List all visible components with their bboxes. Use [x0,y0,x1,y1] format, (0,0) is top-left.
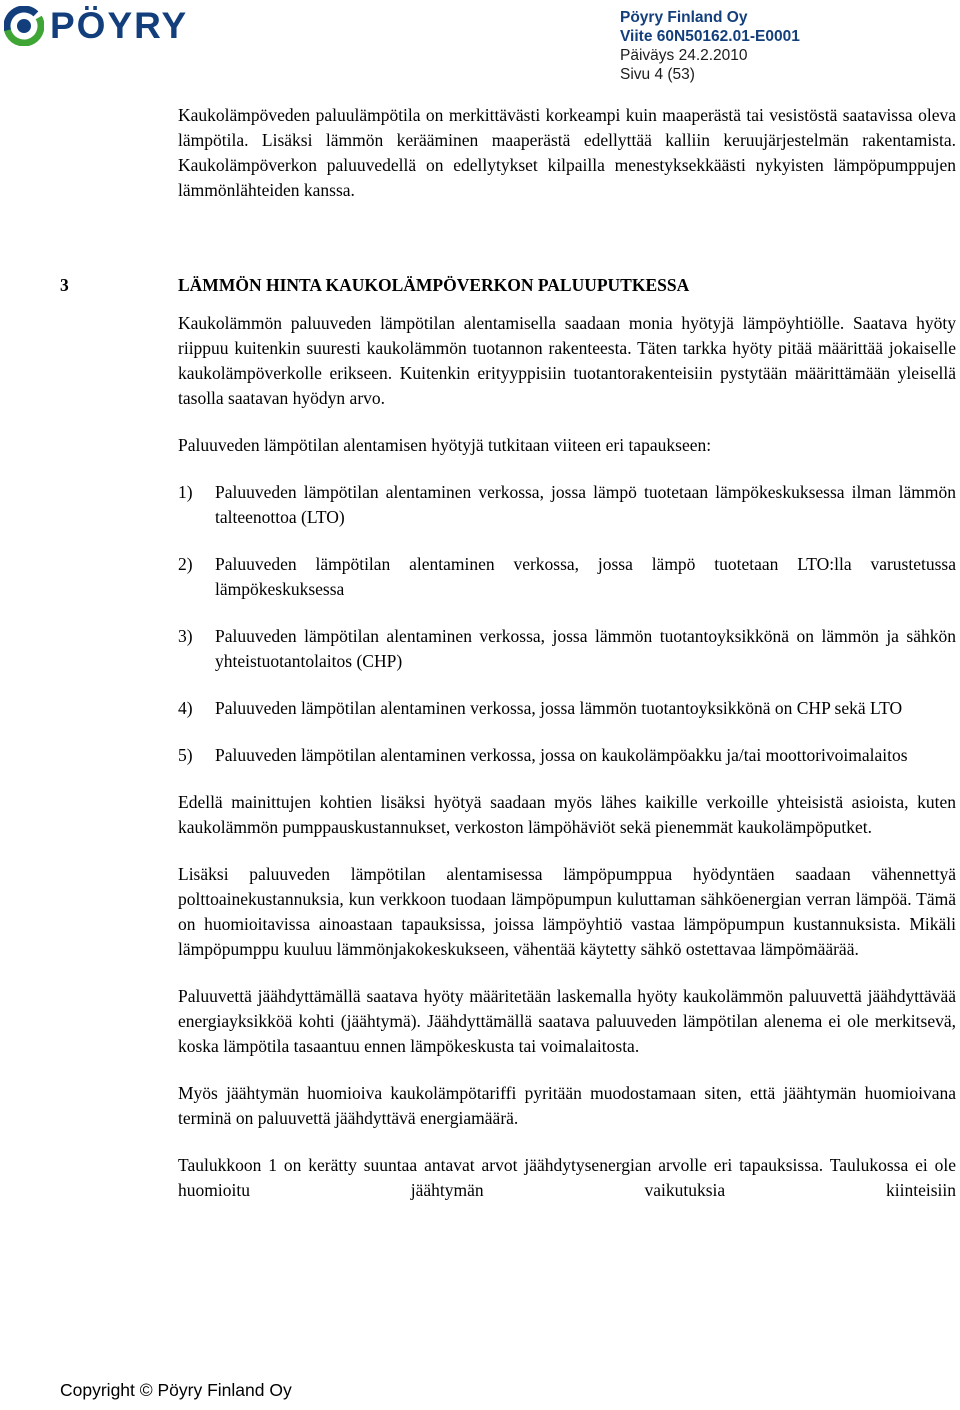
section-paragraph-3: Edellä mainittujen kohtien lisäksi hyötyä saadaan myös lähes kaikille verkoille yhteisistä asioista, kuten kaukolämmön pumppauskustannukset, verkoston lämpöhäviöt sekä pienemmät kaukolämpöputket. [178,792,956,837]
list-item-number: 4) [178,698,193,718]
logo-text: PÖYRY [50,5,189,46]
list-item-number: 5) [178,745,193,765]
list-item-text: Paluuveden lämpötilan alentaminen verkossa, jossa lämmön tuotantoyksikkönä on lämmön ja sähkön yhteistuotantolaitos (CHP) [215,626,956,671]
intro-block [178,103,956,203]
list-item [178,624,956,674]
section-number: 3 [60,275,69,295]
section-paragraph-2: Paluuveden lämpötilan alentamisen hyötyjä tutkitaan viiteen eri tapaukseen: [178,435,712,455]
list-item [178,552,956,602]
list-item-number: 1) [178,482,193,502]
section-paragraph-7: Taulukkoon 1 on kerätty suuntaa antavat arvot jäähdytysenergian arvolle eri tapauksissa. Taulukossa ei ole huomioitu jäähtymän vaikutuksia kiinteisiin [178,1155,956,1200]
copyright-footer: Copyright © Pöyry Finland Oy [60,1380,292,1400]
list-item [178,480,956,530]
document-reference: Viite 60N50162.01-E0001 [620,28,800,45]
list-item-text: Paluuveden lämpötilan alentaminen verkossa, jossa lämpö tuotetaan lämpökeskuksessa ilman lämmön talteenottoa (LTO) [215,482,956,527]
document-date: Päiväys 24.2.2010 [620,47,748,64]
section-paragraph-5: Paluuvettä jäähdyttämällä saatava hyöty määritetään laskemalla hyöty kaukolämmön paluuvettä jäähdyttävää energiayksikköä kohti (jäähtymä). Jäähdyttämällä saatava paluuveden lämpötilan alenema ei ole merkitsevä, koska lämpötila tasaantuu ennen lämpökeskusta tai voimalaitosta. [178,986,956,1056]
section-body [178,311,956,1203]
document-header-info [620,8,800,84]
list-item [178,696,956,721]
poyry-swirl-icon [4,6,44,46]
poyry-logo [4,6,188,46]
company-name: Pöyry Finland Oy [620,9,748,26]
list-item-number: 2) [178,554,193,574]
list-item [178,743,956,768]
section-paragraph-1: Kaukolämmön paluuveden lämpötilan alentamisella saadaan monia hyötyjä lämpöyhtiölle. Saatava hyöty riippuu kuitenkin suuresti kaukolämmön tuotannon rakenteesta. Täten tarkka hyöty pitää määrittää jokaiselle kaukolämpöverkolle erikseen. Kuitenkin erityyppisiin tuotantorakenteisiin pystytään määrittämään yleisellä tasolla saatavan hyödyn arvo. [178,313,956,408]
list-item-text: Paluuveden lämpötilan alentaminen verkossa, jossa lämmön tuotantoyksikkönä on CHP sekä LTO [215,698,903,718]
section-paragraph-6: Myös jäähtymän huomioiva kaukolämpötariffi pyritään muodostamaan siten, että jäähtymän huomioivana terminä on paluuvettä jäähdyttävä energiamäärä. [178,1083,956,1128]
list-item-text: Paluuveden lämpötilan alentaminen verkossa, jossa on kaukolämpöakku ja/tai moottorivoimalaitos [215,745,908,765]
section-title: LÄMMÖN HINTA KAUKOLÄMPÖVERKON PALUUPUTKESSA [178,275,690,295]
list-item-number: 3) [178,626,193,646]
section-paragraph-4: Lisäksi paluuveden lämpötilan alentamisessa lämpöpumppua hyödyntäen saadaan vähennettyä polttoainekustannuksia, kun verkkoon tuodaan lämpöpumpun kuluttaman sähköenergian verran lämpöä. Tämä on huomioitavissa ainoastaan tapauksissa, joissa lämpöyhtiö vastaa lämpöpumpun kustannuksista. Mikäli lämpöpumppu kuuluu lämmönjakokeskukseen, vähentää käytetty sähkö ostettavaa lämpömäärää. [178,864,956,959]
page-number: Sivu 4 (53) [620,66,695,83]
list-item-text: Paluuveden lämpötilan alentaminen verkossa, jossa lämpö tuotetaan LTO:lla varustetussa lämpökeskuksessa [215,554,956,599]
intro-paragraph: Kaukolämpöveden paluulämpötila on merkittävästi korkeampi kuin maaperästä tai vesistöstä saatavissa oleva lämpötila. Lisäksi lämmön kerääminen maaperästä edellyttää kalliin keruujärjestelmän rakentamista. Kaukolämpöverkon paluuvedellä on edellytykset kilpailla menestyksekkäästi nykyisten lämpöpumppujen lämmönlähteiden kanssa. [178,105,956,200]
